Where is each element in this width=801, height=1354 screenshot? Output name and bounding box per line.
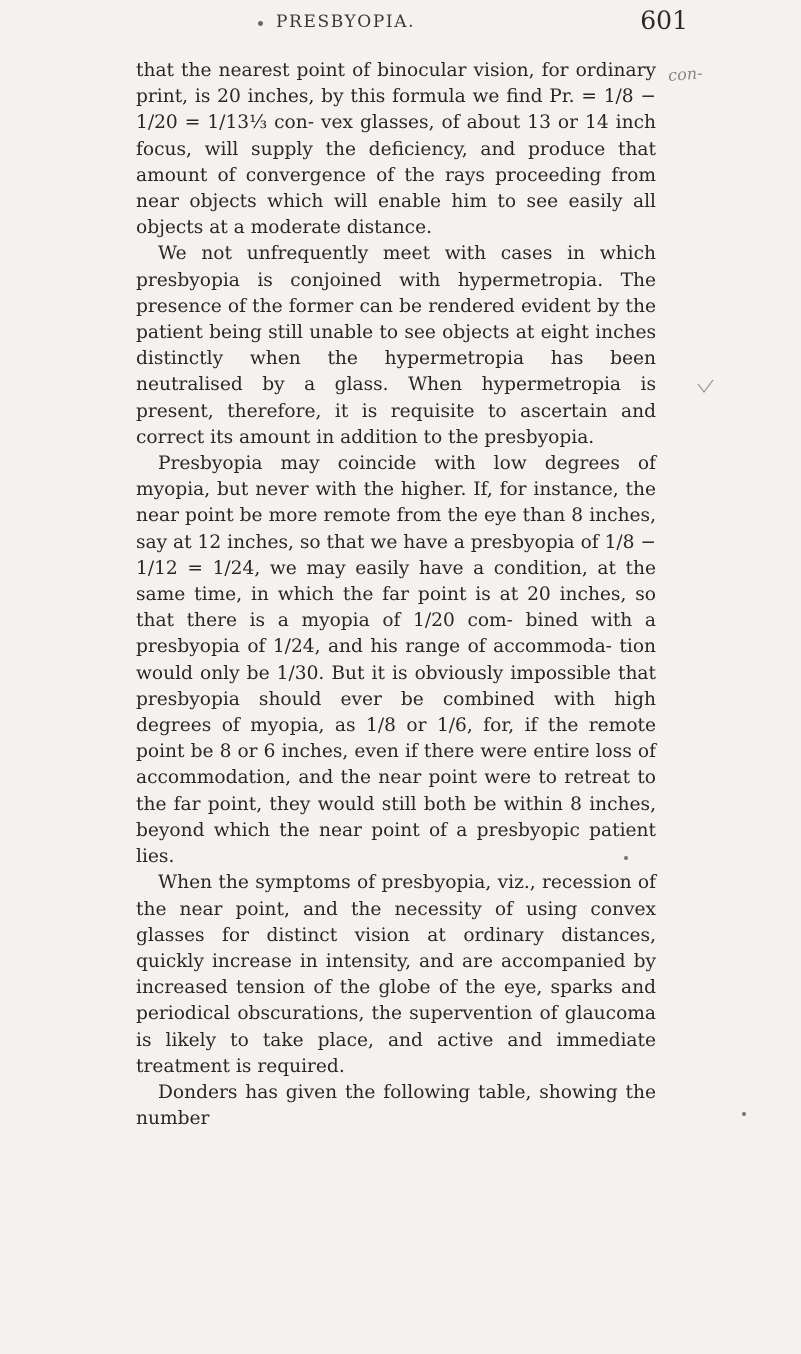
paragraph-2: We not unfrequently meet with cases in which presbyopia is conjoined with hypermetropia. The presence of the former can be rendered evident by the patient being still unable to see objects at eight inches distinctly when the hypermetropia has been neutralised by a glass. When hypermetropia is present, therefore, it is requisite to ascertain and correct its amount in addition to the presbyopia. xyxy=(136,243,656,448)
paragraph-4: When the symptoms of presbyopia, viz., recession of the near point, and the necessity of using convex glasses for distinct vision at ordinary distances, quickly increase in intensity, and are accompanied by increased tension of the globe of the eye, sparks and periodical obscurations, the supervention of glaucoma is likely to take place, and active and immediate treatment is required. xyxy=(136,872,656,1077)
paragraph-5: Donders has given the following table, showing the number xyxy=(136,1081,656,1130)
pencil-check-mark-icon xyxy=(696,378,716,408)
margin-annotation: con- xyxy=(667,63,704,85)
running-title: PRESBYOPIA. xyxy=(276,12,416,32)
bullet-dot-icon xyxy=(258,21,263,26)
body-text xyxy=(136,58,656,1132)
paragraph-3: Presbyopia may coincide with low degrees of myopia, but never with the higher. If, for instance, the near point be more remote from the eye than 8 inches, say at 12 inches, so that we have a presbyopia of 1/8 − 1/12 = 1/24, we may easily have a condition, at the same time, in which the far point is at 20 inches, so that there is a myopia of 1/20 com- bined with a presbyopia of 1/24, and his range of accommoda- tion would only be 1/30. But it is obviously impossible that presbyopia should ever be combined with high degrees of myopia, as 1/8 or 1/6, for, if the remote point be 8 or 6 inches, even if there were entire loss of accommodation, and the near point were to retreat to the far point, they would still both be within 8 inches, beyond which the near point of a presbyopic patient lies. xyxy=(136,453,656,868)
page-number: 601 xyxy=(640,6,688,35)
paragraph-1: that the nearest point of binocular vision, for ordinary print, is 20 inches, by this formula we find Pr. = 1/8 − 1/20 = 1/13⅓ con- vex glasses, of about 13 or 14 inch focus, will supply the deficiency, and produce that amount of convergence of the rays proceeding from near objects which will enable him to see easily all objects at a moderate distance. xyxy=(136,60,656,239)
running-head xyxy=(258,6,688,42)
ink-smudge xyxy=(742,1112,746,1116)
ink-smudge xyxy=(624,856,628,860)
